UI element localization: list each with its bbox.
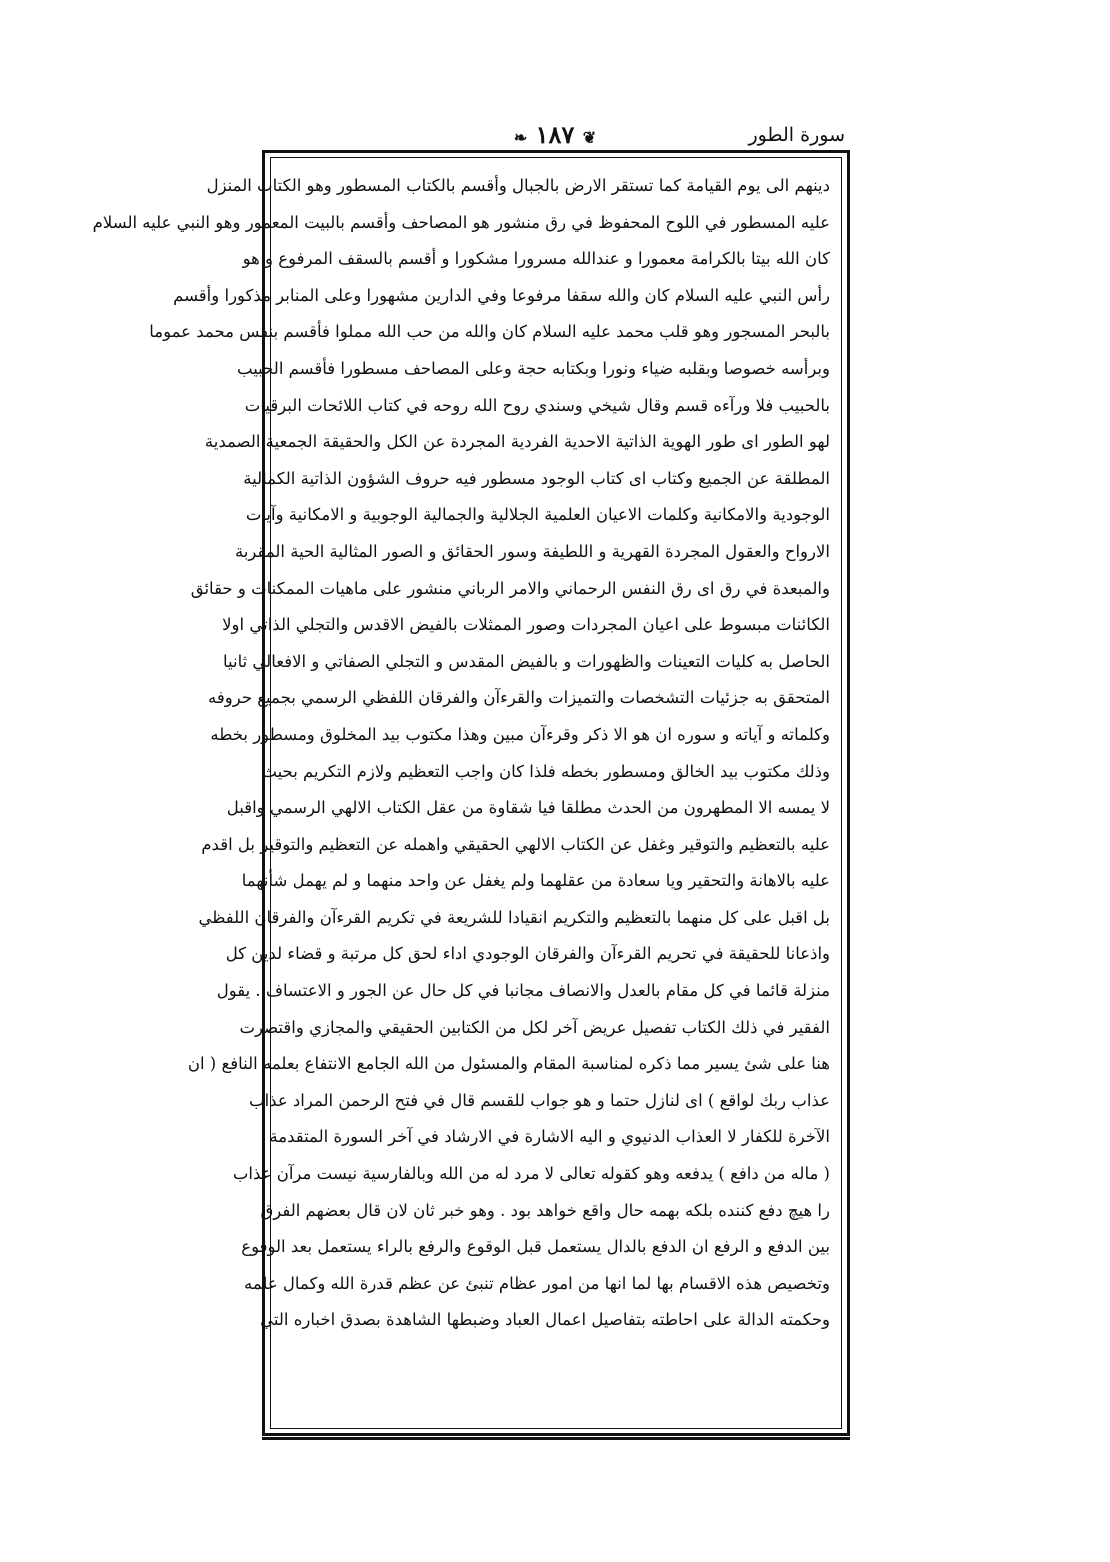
text-line: منزلة قائما في كل مقام بالعدل والانصاف مجانبا في كل حال عن الجور و الاعتساف . يقول (216, 981, 830, 1001)
text-line: الوجودية والامكانية وكلمات الاعيان العلمية الجلالية والجمالية الوجوبية و الامكانية وآيات (245, 505, 830, 525)
body-text (92, 168, 830, 1428)
text-line: الآخرة للكفار لا العذاب الدنيوي و اليه الاشارة في الارشاد في آخر السورة المتقدمة (269, 1127, 830, 1147)
text-line: لا يمسه الا المطهرون من الحدث مطلقا فيا شقاوة من عقل الكتاب الالهي الرسمي واقبل (226, 798, 830, 818)
frame-bottom-rule (262, 1437, 850, 1440)
text-line: الفقير في ذلك الكتاب تفصيل عريض آخر لكل من الكتابين الحقيقي والمجازي واقتصرت (239, 1017, 830, 1037)
text-line: واذعانا للحقيقة في تحريم القرءآن والفرقان الوجودي اداء لحق كل مرتبة و قضاء لدين كل (225, 944, 830, 964)
page-header (265, 118, 845, 150)
text-line: عليه بالتعظيم والتوقير وغفل عن الكتاب الالهي الحقيقي واهمله عن التعظيم والتوقير بل اقدم (201, 834, 830, 854)
left-ornament-icon: ❦ (582, 128, 597, 147)
text-line: المتحقق به جزئيات التشخصات والتميزات والقرءآن والفرقان اللفظي الرسمي بجميع حروفه (208, 688, 830, 708)
text-line: رأس النبي عليه السلام كان والله سقفا مرفوعا وفي الدارين مشهورا وعلى المنابر مذكورا وأقسم (173, 285, 830, 305)
text-line: الكائنات مبسوط على اعيان المجردات وصور الممثلات بالفيض الاقدس والتجلي الذاتي اولا (222, 615, 830, 635)
text-line: ( ماله من دافع ) يدفعه وهو كقوله تعالى لا مرد له من الله وبالفارسية نيست مرآن عذاب (232, 1164, 830, 1184)
text-line: وبرأسه خصوصا وبقلبه ضياء ونورا وبكتابه حجة وعلى المصاحف مسطورا فأقسم الحبيب (237, 358, 830, 378)
surah-name: سورة الطور (748, 124, 845, 146)
text-line: وتخصيص هذه الاقسام بها لما انها من امور عظام تنبئ عن عظم قدرة الله وكمال علمه (243, 1273, 830, 1293)
text-line: وكلماته و آياته و سوره ان هو الا ذكر وقرءآن مبين وهذا مكتوب بيد المخلوق ومسطور بخطه (210, 724, 830, 744)
text-line: دينهم الى يوم القيامة كما تستقر الارض بالجبال وأقسم بالكتاب المسطور وهو الكتاب المنزل (206, 176, 830, 195)
text-line: عليه المسطور في اللوح المحفوظ في رق منشور هو المصاحف وأقسم بالبيت المعمور وهو النبي عليه السلام (92, 212, 830, 232)
text-line: هنا على شئ يسير مما ذكره لمناسبة المقام والمسئول من الله الجامع الانتفاع بعلمه النافع ( ان (187, 1054, 830, 1074)
text-line: لهو الطور اى طور الهوية الذاتية الاحدية الفردية المجردة عن الكل والحقيقة الجمعية الصمدية (204, 432, 830, 452)
text-line: بالبحر المسجور وهو قلب محمد عليه السلام كان والله من حب الله مملوا فأقسم بنفس محمد عموما (149, 322, 830, 342)
text-line: الحاصل به كليات التعينات والظهورات و بالفيض المقدس و التجلي الصفاتي و الافعالي ثانيا (222, 651, 830, 671)
right-ornament-icon: ❧ (513, 128, 528, 147)
text-line: بين الدفع و الرفع ان الدفع بالدال يستعمل قبل الوقوع والرفع بالراء يستعمل بعد الوقوع (241, 1237, 830, 1257)
text-line: بالحبيب فلا ورآءه قسم وقال شيخي وسندي روح الله روحه في كتاب اللائحات البرقيات (244, 395, 830, 415)
text-line: عذاب ربك لواقع ) اى لنازل حتما و هو جواب للقسم قال في فتح الرحمن المراد عذاب (249, 1090, 830, 1110)
text-line: والمبعدة في رق اى رق النفس الرحماني والامر الرباني منشور على ماهيات الممكنات و حقائق (190, 578, 830, 598)
text-line: المطلقة عن الجميع وكتاب اى كتاب الوجود مسطور فيه حروف الشؤون الذاتية الكمالية (243, 468, 830, 488)
text-line: الارواح والعقول المجردة القهرية و اللطيفة وسور الحقائق و الصور المثالية الحية المقربة (234, 541, 830, 561)
text-line: بل اقبل على كل منهما بالتعظيم والتكريم انقيادا للشريعة في تكريم القرءآن والفرقان اللفظي (198, 907, 830, 927)
text-line: وذلك مكتوب بيد الخالق ومسطور بخطه فلذا كان واجب التعظيم ولازم التكريم بحيث (261, 761, 830, 781)
text-line: عليه بالاهانة والتحقير ويا سعادة من عقلهما ولم يغفل عن واحد منهما و لم يهمل شأنهما (241, 871, 830, 891)
text-line: وحكمته الدالة على احاطته بتفاصيل اعمال العباد وضبطها الشاهدة بصدق اخباره التي (260, 1310, 830, 1330)
text-line: را هيچ دفع كننده بلكه بهمه حال واقع خواهد بود . وهو خبر ثان لان قال بعضهم الفرق (260, 1200, 830, 1220)
page-number: ١٨٧ (535, 120, 575, 149)
text-line: كان الله بيتا بالكرامة معمورا و عندالله مسرورا مشكورا و أقسم بالسقف المرفوع و هو (242, 249, 830, 269)
